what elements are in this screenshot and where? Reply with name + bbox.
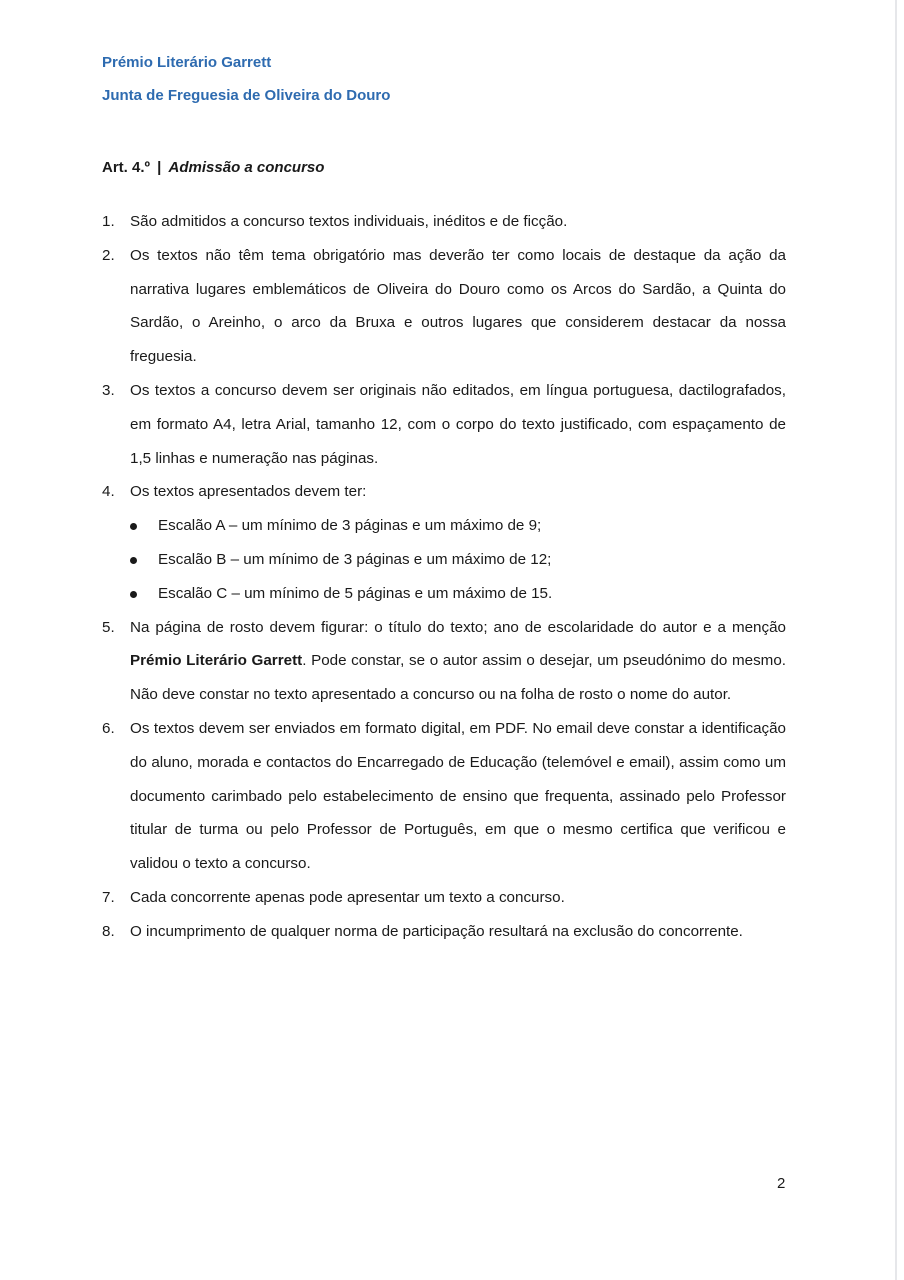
- header-title: Prémio Literário Garrett: [102, 54, 272, 71]
- item-text: São admitidos a concurso textos individuais, inéditos e de ficção.: [130, 213, 568, 230]
- item-text: Os textos apresentados devem ter:: [130, 483, 367, 501]
- page-edge-line: [895, 0, 897, 1280]
- bullet-icon: [130, 591, 137, 598]
- list-item: [102, 712, 786, 881]
- list-item: [102, 239, 786, 374]
- bullet-icon: [130, 523, 137, 530]
- sub-list: [130, 509, 786, 610]
- item-text: Os textos não têm tema obrigatório mas deverão ter como locais de destaque da ação da narrativa lugares emblemáticos de Oliveira do Douro como os Arcos do Sardão, a Quinta do Sardão, o Areinho, o arco da Bruxa e outros lugares que considerem destacar da nossa freguesia.: [130, 246, 786, 366]
- article-separator: |: [157, 159, 162, 176]
- item-text: Os textos a concurso devem ser originais não editados, em língua portuguesa, dactilografados, em formato A4, letra Arial, tamanho 12, com o corpo do texto justificado, com espaçamento de 1,5 linhas e numeração nas páginas.: [130, 381, 786, 467]
- item-text-part: Na página de rosto devem figurar: o título do texto; ano de escolaridade do autor e a menção: [130, 618, 786, 636]
- article-title: Admissão a concurso: [168, 159, 325, 176]
- item-text: Cada concorrente apenas pode apresentar um texto a concurso.: [130, 888, 565, 906]
- document-header: [102, 46, 390, 112]
- sub-list-item: [130, 577, 786, 611]
- article-number: Art. 4.º: [102, 159, 150, 176]
- item-number: 2.: [102, 246, 115, 264]
- article-list: [102, 205, 786, 949]
- item-text-part: . Pode constar, se o autor assim o desejar, um pseudónimo do mesmo. Não deve constar no texto apresentado a concurso ou na folha de rosto o nome do autor.: [130, 652, 786, 704]
- list-item: [102, 374, 786, 475]
- list-item: [102, 881, 786, 915]
- page-number: 2: [777, 1175, 786, 1192]
- item-number: 6.: [102, 719, 115, 737]
- sub-item-text: Escalão C – um mínimo de 5 páginas e um máximo de 15.: [158, 584, 553, 602]
- item-number: 3.: [102, 381, 115, 399]
- item-number: 5.: [102, 618, 115, 636]
- sub-item-text: Escalão A – um mínimo de 3 páginas e um máximo de 9;: [158, 517, 542, 535]
- list-item: [102, 475, 786, 610]
- list-item: [102, 611, 786, 712]
- list-item: [102, 205, 786, 239]
- article-heading: [102, 157, 324, 179]
- item-number: 8.: [102, 922, 115, 940]
- item-number: 7.: [102, 888, 115, 906]
- item-text: [130, 611, 786, 712]
- item-number: 1.: [102, 213, 115, 230]
- item-text: O incumprimento de qualquer norma de participação resultará na exclusão do concorrente.: [130, 922, 743, 940]
- sub-list-item: [130, 543, 786, 577]
- bullet-icon: [130, 557, 137, 564]
- list-item: [102, 915, 786, 949]
- sub-list-item: [130, 509, 786, 543]
- sub-item-text: Escalão B – um mínimo de 3 páginas e um máximo de 12;: [158, 550, 552, 568]
- header-subtitle: Junta de Freguesia de Oliveira do Douro: [102, 87, 391, 104]
- item-text-bold: Prémio Literário Garrett: [130, 652, 303, 670]
- item-number: 4.: [102, 483, 115, 501]
- item-text: Os textos devem ser enviados em formato digital, em PDF. No email deve constar a identificação do aluno, morada e contactos do Encarregado de Educação (telemóvel e email), assim como um documento carimbado pelo estabelecimento de ensino que frequenta, assinado pelo Professor titular de turma ou pelo Professor de Português, em que o mesmo certifica que verificou e validou o texto a concurso.: [130, 719, 786, 873]
